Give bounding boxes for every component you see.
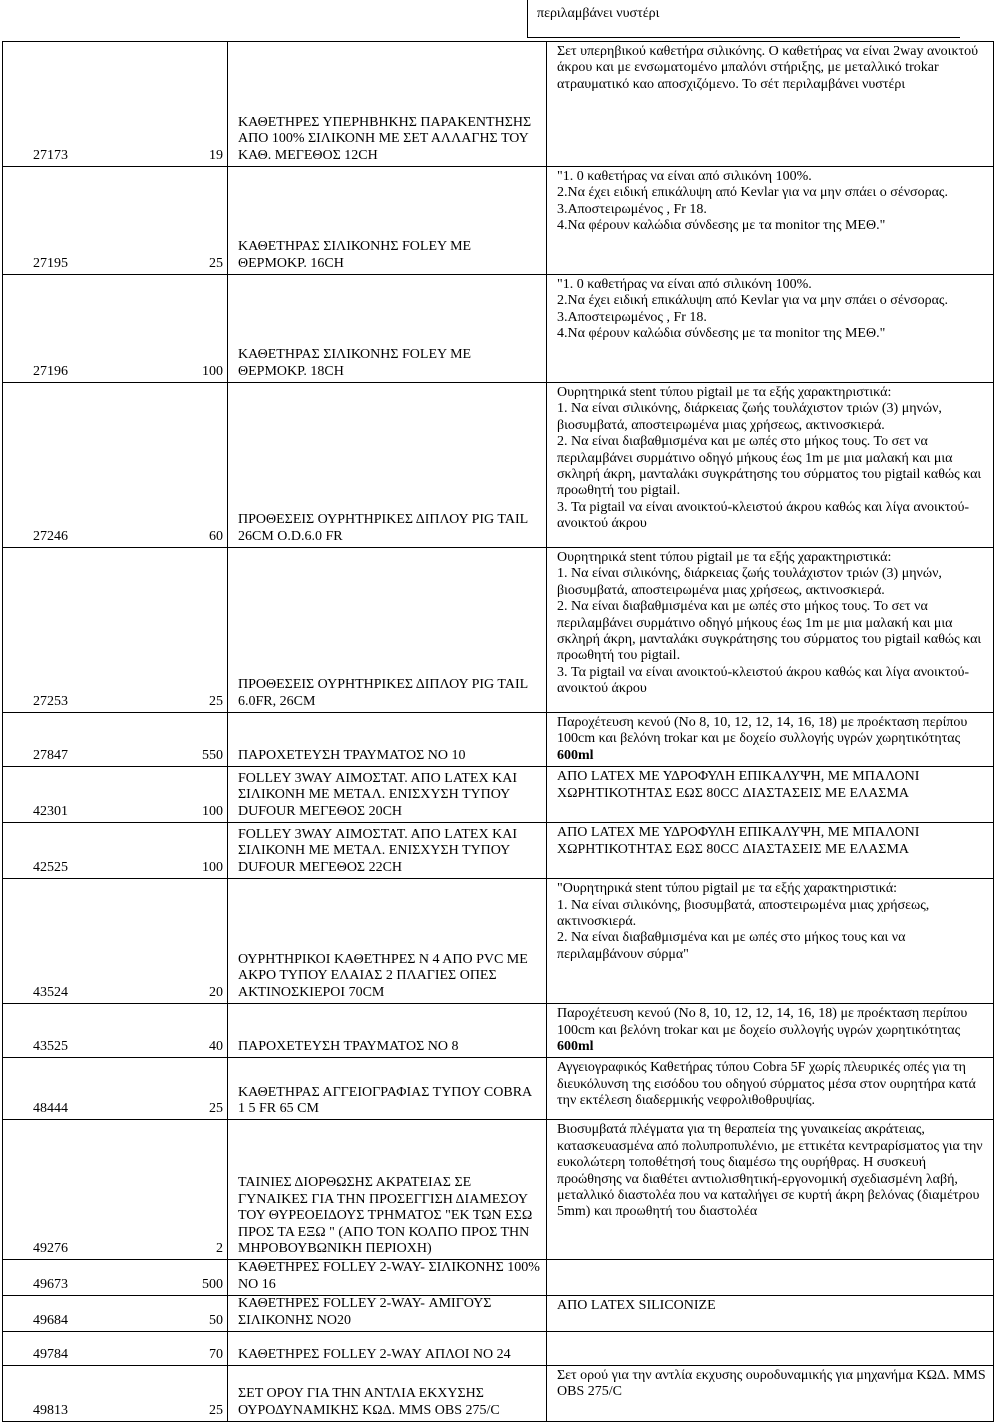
table-row — [3, 1120, 994, 1260]
description-cell: ΠΑΡΟΧΕΤΕΥΣΗ ΤΡΑΥΜΑΤΟΣ ΝΟ 10 — [228, 713, 547, 767]
description-cell: FOLLEY 3WAY ΑΙΜΟΣΤΑΤ. ΑΠΟ LATEX ΚΑΙ ΣΙΛΙΚΟΝΗ ΜΕ ΜΕΤΑΛ. ΕΝΙΣΧΥΣΗ ΤΥΠΟΥ DUFOUR ΜΕΓΕΘΟΣ 20CH — [228, 767, 547, 823]
description-cell: FOLLEY 3WAY ΑΙΜΟΣΤΑΤ. ΑΠΟ LATEX ΚΑΙ ΣΙΛΙΚΟΝΗ ΜΕ ΜΕΤΑΛ. ΕΝΙΣΧΥΣΗ ΤΥΠΟΥ DUFOUR ΜΕΓΕΘΟΣ 22CH — [228, 823, 547, 879]
code-cell — [3, 767, 228, 823]
item-quantity: 25 — [209, 693, 223, 709]
table-row — [3, 42, 994, 167]
item-code: 49276 — [33, 1241, 68, 1257]
item-code: 27196 — [33, 363, 68, 379]
table-row — [3, 167, 994, 275]
item-code: 42525 — [33, 859, 68, 875]
item-quantity: 500 — [202, 1276, 223, 1292]
specification-cell — [547, 1004, 994, 1058]
item-quantity: 40 — [209, 1039, 223, 1055]
table-row — [3, 1332, 994, 1366]
item-quantity: 19 — [209, 147, 223, 163]
description-cell: ΠΑΡΟΧΕΤΕΥΣΗ ΤΡΑΥΜΑΤΟΣ ΝΟ 8 — [228, 1004, 547, 1058]
specification-text: "1. 0 καθετήρας να είναι από σιλικόνη 100%. 2.Να έχει ειδική επικάλυψη από Kevlar για να μην σπάει ο σένσορας. 3.Αποστειρωμένος , Fr 18. 4.Να φέρουν καλώδια σύνδεσης με τα monitor της ΜΕΘ." — [557, 169, 948, 234]
specification-cell — [547, 42, 994, 167]
table-row — [3, 548, 994, 713]
code-cell — [3, 167, 228, 275]
item-code: 49813 — [33, 1402, 68, 1418]
code-cell — [3, 548, 228, 713]
item-quantity: 550 — [202, 747, 223, 763]
specification-cell — [547, 1260, 994, 1296]
table-row — [3, 1296, 994, 1332]
description-cell: ΚΑΘΕΤΗΡΕΣ FOLLEY 2-WAY ΑΠΛΟΙ ΝΟ 24 — [228, 1332, 547, 1366]
item-code: 27253 — [33, 693, 68, 709]
specification-cell — [547, 1058, 994, 1120]
item-code: 43524 — [33, 984, 68, 1000]
table-row — [3, 823, 994, 879]
specification-cell — [547, 879, 994, 1004]
specification-text: Αγγειογραφικός Καθετήρας τύπου Cobra 5F χωρίς πλευρικές οπές για τη διευκόλυνση της εισόδου του οδηγού σύρματος μέσα στον ουρητήρα κατά την εκτέλεση διαδερμικής νεφρολιθοθρυψίας. — [557, 1060, 980, 1109]
item-quantity: 100 — [202, 803, 223, 819]
code-cell — [3, 1260, 228, 1296]
specification-cell — [547, 767, 994, 823]
description-cell: ΚΑΘΕΤΗΡΑΣ ΣΙΛΙΚΟΝΗΣ FOLEY ΜΕ ΘΕΡΜΟΚΡ. 18CH — [228, 275, 547, 383]
item-code: 27173 — [33, 147, 68, 163]
specification-cell — [547, 1366, 994, 1422]
description-cell: ΚΑΘΕΤΗΡΑΣ ΣΙΛΙΚΟΝΗΣ FOLEY ΜΕ ΘΕΡΜΟΚΡ. 16CH — [228, 167, 547, 275]
tender-table — [2, 41, 994, 1422]
item-code: 49784 — [33, 1346, 68, 1362]
description-cell: ΠΡΟΘΕΣΕΙΣ ΟΥΡΗΤΗΡΙΚΕΣ ΔΙΠΛΟΥ PIG TAIL 26CM O.D.6.0 FR — [228, 383, 547, 548]
description-cell: ΚΑΘΕΤΗΡΕΣ FOLLEY 2-WAY- ΣΙΛΙΚΟΝΗΣ 100% ΝΟ 16 — [228, 1260, 547, 1296]
item-quantity: 100 — [202, 363, 223, 379]
specification-cell — [547, 383, 994, 548]
description-cell: ΣΕΤ ΟΡΟΥ ΓΙΑ ΤΗΝ ΑΝΤΛΙΑ ΕΚΧΥΣΗΣ ΟΥΡΟΔΥΝΑΜΙΚΗΣ ΚΩΔ. MMS OBS 275/C — [228, 1366, 547, 1422]
item-quantity: 100 — [202, 859, 223, 875]
code-cell — [3, 823, 228, 879]
specification-text: Ουρητηρικά stent τύπου pigtail με τα εξής χαρακτηριστικά: 1. Να είναι σιλικόνης, διάρκειας ζωής τουλάχιστον τριών (3) μηνών, βιοσυμβατά, αποστειρωμένα μιας χρήσεως, ακτινοσκιερά. 2. Να είναι διαβαθμισμένα και με ωπές στο μήκος τους. Το σετ να περιλαμβάνει συρμάτινο οδηγό μήκους έως 1m με μια μαλακή και μια σκληρή άκρη, μανταλάκι συγκράτησης του σύρματος του pigtail καθώς και προωθητή του pigtail. 3. Τα pigtail να είναι ανοικτού-κλειστού άκρου καθώς και λίγα ανοικτού-ανοικτού άκρου — [557, 385, 982, 532]
specification-text: Ουρητηρικά stent τύπου pigtail με τα εξής χαρακτηριστικά: 1. Να είναι σιλικόνης, διάρκειας ζωής τουλάχιστον τριών (3) μηνών, βιοσυμβατά, αποστειρωμένα μιας χρήσεως, ακτινοσκιερά. 2. Να είναι διαβαθμισμένα και με ωπές στο μήκος τους. Το σετ να περιλαμβάνει συρμάτινο οδηγό μήκους έως 1m με μια μαλακή και μια σκληρή άκρη, μανταλάκι συγκράτησης του σύρματος του pigtail καθώς και προωθητή του pigtail. 3. Τα pigtail να είναι ανοικτού-κλειστού άκρου καθώς και λίγα ανοικτού-ανοικτού άκρου — [557, 550, 982, 697]
description-cell: ΤΑΙΝΙΕΣ ΔΙΟΡΘΩΣΗΣ ΑΚΡΑΤΕΙΑΣ ΣΕ ΓΥΝΑΙΚΕΣ ΓΙΑ ΤΗΝ ΠΡΟΣΕΓΓΙΣΗ ΔΙΑΜΕΣΟΥ ΤΟΥ ΘΥΡΕΟΕΙΔΟΥΣ ΤΡΗΜΑΤΟΣ "ΕΚ ΤΩΝ ΕΣΩ ΠΡΟΣ ΤΑ ΕΞΩ " (ΑΠΟ ΤΟΝ ΚΟΛΠΟ ΠΡΟΣ ΤΗΝ ΜΗΡΟΒΟΥΒΩΝΙΚΗ ΠΕΡΙΟΧΗ) — [228, 1120, 547, 1260]
item-quantity: 50 — [209, 1312, 223, 1328]
item-code: 27847 — [33, 747, 68, 763]
code-cell — [3, 275, 228, 383]
item-code: 42301 — [33, 803, 68, 819]
item-code: 49673 — [33, 1276, 68, 1292]
specification-bold: 600ml — [557, 1039, 594, 1055]
item-code: 27195 — [33, 255, 68, 271]
specification-text: "1. 0 καθετήρας να είναι από σιλικόνη 100%. 2.Να έχει ειδική επικάλυψη από Kevlar για να μην σπάει ο σένσορας. 3.Αποστειρωμένος , Fr 18. 4.Να φέρουν καλώδια σύνδεσης με τα monitor της ΜΕΘ." — [557, 277, 948, 342]
table-row — [3, 275, 994, 383]
code-cell — [3, 383, 228, 548]
code-cell — [3, 42, 228, 167]
specification-text: Σετ υπερηβικού καθετήρα σιλικόνης. Ο καθετήρας να είναι 2way ανοικτού άκρου και με ενσωματομένο μπαλόνι στήριξης, με μεταλλικό trokar ατραυματικό καο αποσχιζόμενο. Το σέτ περιλαμβάνει νυστέρι — [557, 44, 982, 92]
specification-cell — [547, 1332, 994, 1366]
specification-bold: 600ml — [557, 747, 594, 763]
specification-text: Παροχέτευση κενού (Νο 8, 10, 12, 12, 14, 16, 18) με προέκταση περίπου 100cm και βελόνη trokar και με δοχείο συλλογής υγρών χωρητικότητας — [557, 715, 971, 747]
code-cell — [3, 1120, 228, 1260]
specification-cell — [547, 167, 994, 275]
specification-text: ΑΠΟ LATEX ΜΕ ΥΔΡΟΦΥΛΗ ΕΠΙΚΑΛΥΨΗ, ΜΕ ΜΠΑΛΟΝΙ ΧΩΡΗΤΙΚΟΤΗΤΑΣ ΕΩΣ 80CC ΔΙΑΣΤΑΣΕΙΣ ΜΕ ΕΛΑΣΜΑ — [557, 769, 923, 801]
item-code: 48444 — [33, 1101, 68, 1117]
item-code: 27246 — [33, 528, 68, 544]
item-quantity: 60 — [209, 528, 223, 544]
specification-cell — [547, 548, 994, 713]
item-quantity: 25 — [209, 1101, 223, 1117]
table-row — [3, 879, 994, 1004]
table-row — [3, 1366, 994, 1422]
item-quantity: 70 — [209, 1346, 223, 1362]
specification-cell — [547, 1296, 994, 1332]
table-row — [3, 1058, 994, 1120]
code-cell — [3, 1004, 228, 1058]
code-cell — [3, 1366, 228, 1422]
item-code: 43525 — [33, 1039, 68, 1055]
item-quantity: 25 — [209, 1402, 223, 1418]
item-quantity: 25 — [209, 255, 223, 271]
code-cell — [3, 1058, 228, 1120]
specification-text: "Ουρητηρικά stent τύπου pigtail με τα εξής χαρακτηριστικά: 1. Να είναι σιλικόνης, βιοσυμβατά, αποστειρωμένα μιας χρήσεως, ακτινοσκιερά. 2. Να είναι διαβαθμισμένα και με ωπές στο μήκος τους και να περιλαμβάνουν σύρμα" — [557, 881, 930, 962]
item-quantity: 20 — [209, 984, 223, 1000]
description-cell: ΠΡΟΘΕΣΕΙΣ ΟΥΡΗΤΗΡΙΚΕΣ ΔΙΠΛΟΥ PIG TAIL 6.0FR, 26CM — [228, 548, 547, 713]
code-cell — [3, 1296, 228, 1332]
code-cell — [3, 713, 228, 767]
specification-text: ΑΠΟ LATEX ΜΕ ΥΔΡΟΦΥΛΗ ΕΠΙΚΑΛΥΨΗ, ΜΕ ΜΠΑΛΟΝΙ ΧΩΡΗΤΙΚΟΤΗΤΑΣ ΕΩΣ 80CC ΔΙΑΣΤΑΣΕΙΣ ΜΕ ΕΛΑΣΜΑ — [557, 825, 923, 857]
specification-text: Βιοσυμβατά πλέγματα για τη θεραπεία της γυναικείας ακράτειας, κατασκευασμένα από πολυπροπυλένιο, με εττικέτα κεντραρίσματος για την ευκολώτερη τοποθέτησή τους διαμέσω της ουρήθρας. Η συσκευή προώθησης να διαθέτει αντιολισθητική-εργονομική σχεδιασμένη λαβή, μεταλλικό διαστολέα που να καταλήγει σε κυρτή άκρη βελόνας (διαμέτρου 5mm) και προωθητή του διαστολέα — [557, 1122, 987, 1220]
description-cell: ΚΑΘΕΤΗΡΕΣ ΥΠΕΡΗΒΗΚΗΣ ΠΑΡΑΚΕΝΤΗΣΗΣ ΑΠΟ 100% ΣΙΛΙΚΟΝΗ ΜΕ ΣΕΤ ΑΛΛΑΓΗΣ ΤΟΥ ΚΑΘ. ΜΕΓΕΘΟΣ 12CH — [228, 42, 547, 167]
item-code: 49684 — [33, 1312, 68, 1328]
table-row — [3, 1004, 994, 1058]
table-row — [3, 1260, 994, 1296]
table-row — [3, 713, 994, 767]
description-cell: ΚΑΘΕΤΗΡΑΣ ΑΓΓΕΙΟΓΡΑΦΙΑΣ ΤΥΠΟΥ COBRA 1 5 FR 65 CM — [228, 1058, 547, 1120]
specification-text: Σετ ορού για την αντλία εκχυσης ουροδυναμικής για μηχανήμα ΚΩΔ. MMS OBS 275/C — [557, 1368, 990, 1400]
specification-cell — [547, 1120, 994, 1260]
specification-text: Παροχέτευση κενού (Νο 8, 10, 12, 12, 14, 16, 18) με προέκταση περίπου 100cm και βελόνη trokar και με δοχείο συλλογής υγρών χωρητικότητας — [557, 1006, 971, 1038]
specification-cell — [547, 275, 994, 383]
item-quantity: 2 — [216, 1241, 223, 1257]
specification-cell — [547, 823, 994, 879]
specification-text: ΑΠΟ LATEX SILICONIZE — [557, 1298, 716, 1314]
description-cell: ΟΥΡΗΤΗΡΙΚΟΙ ΚΑΘΕΤΗΡΕΣ Ν 4 ΑΠΟ PVC ΜΕ ΑΚΡΟ ΤΥΠΟΥ ΕΛΑΙΑΣ 2 ΠΛΑΓΙΕΣ ΟΠΕΣ ΑΚΤΙΝΟΣΚΙΕΡΟΙ 70CM — [228, 879, 547, 1004]
header-text: περιλαμβάνει νυστέρι — [537, 6, 660, 21]
table-row — [3, 767, 994, 823]
specification-cell — [547, 713, 994, 767]
table-row — [3, 383, 994, 548]
code-cell — [3, 879, 228, 1004]
code-cell — [3, 1332, 228, 1366]
description-cell: ΚΑΘΕΤΗΡΕΣ FOLLEY 2-WAY- ΑΜΙΓΟΥΣ ΣΙΛΙΚΟΝΗΣ ΝΟ20 — [228, 1296, 547, 1332]
